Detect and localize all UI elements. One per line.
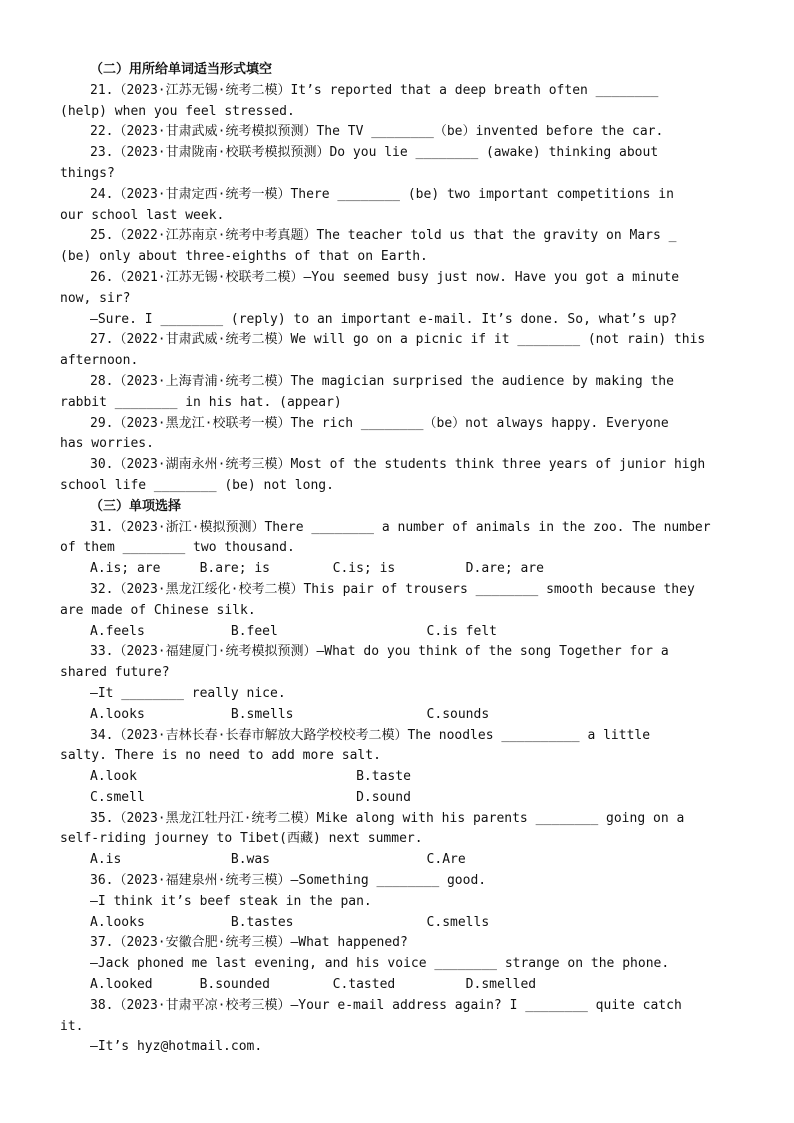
- text-line: has worries.: [60, 436, 154, 452]
- text-line: (help) when you feel stressed.: [60, 103, 295, 119]
- text-line: A.looks B.tastes C.smells: [90, 914, 490, 930]
- text-line: now, sir?: [60, 290, 131, 306]
- text-line: 24.（2023·甘肃定西·统考一模）There ________ (be) two important competitions in: [90, 186, 674, 202]
- section-heading: （二）用所给单词适当形式填空: [90, 62, 273, 77]
- text-line: things?: [60, 165, 115, 181]
- text-line: 34.（2023·吉林长春·长春市解放大路学校校考二模）The noodles __________ a little: [90, 727, 651, 743]
- text-line: A.feels B.feel C.is felt: [90, 623, 497, 639]
- text-line: 33.（2023·福建厦门·统考模拟预测）—What do you think of the song Together for a: [90, 644, 669, 660]
- text-line: afternoon.: [60, 353, 139, 369]
- text-line: salty. There is no need to add more salt.: [60, 748, 381, 764]
- text-line: 22.（2023·甘肃武威·统考模拟预测）The TV ________（be）invented before the car.: [90, 124, 664, 140]
- text-line: 32.（2023·黑龙江绥化·校考二模）This pair of trousers ________ smooth because they: [90, 581, 695, 597]
- text-line: 31.（2023·浙江·模拟预测）There ________ a number of animals in the zoo. The number: [90, 519, 711, 535]
- text-line: 28.（2023·上海青浦·统考二模）The magician surprised the audience by making the: [90, 373, 674, 389]
- text-line: —It ________ really nice.: [90, 685, 286, 701]
- text-line: —It’s hyz@hotmail.com.: [90, 1039, 263, 1055]
- text-line: 36.（2023·福建泉州·统考三模）—Something ________ good.: [90, 873, 487, 889]
- text-line: A.is; are B.are; is C.is; is D.are; are: [90, 561, 544, 577]
- text-line: A.is B.was C.Are: [90, 852, 466, 868]
- text-line: C.smell D.sound: [90, 789, 411, 805]
- text-line: school life ________ (be) not long.: [60, 477, 334, 493]
- text-line: 27.（2022·甘肃武威·统考二模）We will go on a picnic if it ________ (not rain) this: [90, 332, 706, 348]
- text-line: 30.（2023·湖南永州·统考三模）Most of the students think three years of junior high: [90, 457, 706, 473]
- text-line: 25.（2022·江苏南京·统考中考真题）The teacher told us that the gravity on Mars _: [90, 228, 677, 244]
- text-line: —Sure. I ________ (reply) to an important e-mail. It’s done. So, what’s up?: [90, 311, 677, 327]
- section-heading: （三）单项选择: [90, 498, 182, 514]
- text-line: 23.（2023·甘肃陇南·校联考模拟预测）Do you lie ________ (awake) thinking about: [90, 145, 659, 161]
- text-line: —I think it’s beef steak in the pan.: [90, 893, 372, 909]
- text-line: 21.（2023·江苏无锡·统考二模）It’s reported that a deep breath often ________: [90, 82, 659, 98]
- text-line: are made of Chinese silk.: [60, 602, 256, 618]
- text-line: A.looked B.sounded C.tasted D.smelled: [90, 977, 537, 993]
- text-line: —Jack phoned me last evening, and his voice ________ strange on the phone.: [90, 956, 670, 972]
- text-line: 37.（2023·安徽合肥·统考三模）—What happened?: [90, 935, 408, 951]
- text-line: self-riding journey to Tibet(西藏) next summer.: [60, 831, 423, 847]
- text-line: 38.（2023·甘肃平凉·校考三模）—Your e-mail address again? I ________ quite catch: [90, 997, 682, 1013]
- text-line: our school last week.: [60, 207, 225, 223]
- text-line: A.look B.taste: [90, 769, 411, 785]
- text-line: of them ________ two thousand.: [60, 540, 295, 556]
- text-line: 29.（2023·黑龙江·校联考一模）The rich ________（be）not always happy. Everyone: [90, 415, 669, 431]
- text-line: it.: [60, 1018, 84, 1034]
- text-line: 26.（2021·江苏无锡·校联考二模）—You seemed busy just now. Have you got a minute: [90, 269, 680, 285]
- text-line: shared future?: [60, 665, 170, 681]
- text-line: rabbit ________ in his hat. (appear): [60, 394, 342, 410]
- text-line: 35.（2023·黑龙江牡丹江·统考二模）Mike along with his parents ________ going on a: [90, 810, 685, 826]
- worksheet-page: [60, 60, 734, 1058]
- text-line: (be) only about three-eighths of that on Earth.: [60, 249, 428, 265]
- text-line: A.looks B.smells C.sounds: [90, 706, 490, 722]
